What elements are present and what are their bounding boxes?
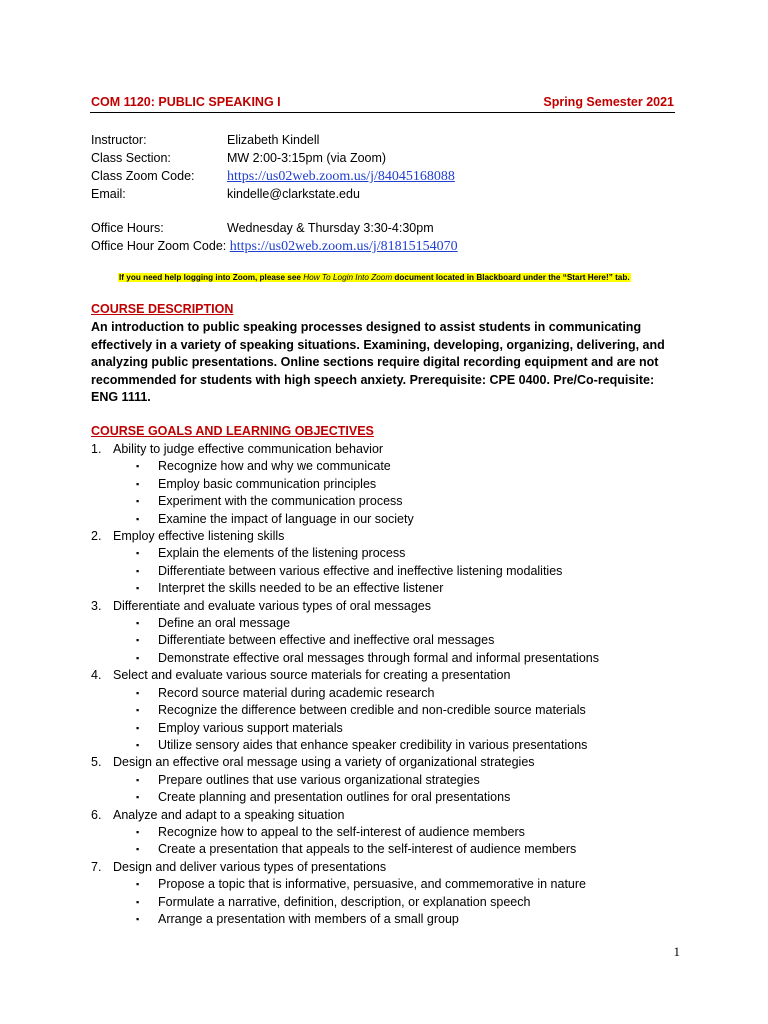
objective-text: Differentiate between various effective and ineffective listening modalities xyxy=(158,563,563,578)
office-zoom-link[interactable]: https://us02web.zoom.us/j/81815154070 xyxy=(229,239,458,254)
goal-text: Ability to judge effective communication behavior xyxy=(113,442,384,456)
objective-item xyxy=(91,545,681,562)
objective-text: Demonstrate effective oral messages through formal and informal presentations xyxy=(158,650,599,665)
help-note-doc-name: How To Login Into Zoom xyxy=(303,273,393,282)
objective-item xyxy=(91,789,681,806)
help-note-after: document located in Blackboard under the “Start Here!” tab. xyxy=(392,273,630,282)
office-hours-label: Office Hours: xyxy=(91,221,164,235)
section-label: Class Section: xyxy=(91,151,171,165)
office-zoom-row xyxy=(91,237,458,256)
goal-text: Design and deliver various types of presentations xyxy=(113,859,387,874)
objective-text: Formulate a narrative, definition, description, or explanation speech xyxy=(158,894,531,909)
goals-list xyxy=(91,441,681,928)
goal-item xyxy=(91,598,681,615)
office-hours-row xyxy=(91,219,434,237)
bullet-icon: ▪ xyxy=(136,687,140,698)
bullet-icon: ▪ xyxy=(136,879,140,890)
bullet-icon: ▪ xyxy=(136,583,140,594)
goal-text: Employ effective listening skills xyxy=(113,529,285,544)
objective-item xyxy=(91,720,681,737)
objective-text: Recognize the difference between credible and non-credible source materials xyxy=(158,703,586,718)
bullet-icon: ▪ xyxy=(136,826,140,837)
help-note-before: If you need help logging into Zoom, please see xyxy=(119,273,304,282)
bullet-icon: ▪ xyxy=(136,635,140,646)
goal-item xyxy=(91,807,681,824)
goal-number: 5. xyxy=(91,755,102,770)
objective-text: Recognize how and why we communicate xyxy=(158,459,391,474)
objective-item xyxy=(91,824,681,841)
goal-item xyxy=(91,859,681,876)
objective-item xyxy=(91,650,681,667)
bullet-icon: ▪ xyxy=(136,896,140,907)
bullet-icon: ▪ xyxy=(136,548,140,559)
goal-number: 2. xyxy=(91,529,102,544)
goal-item xyxy=(91,667,681,684)
objective-item xyxy=(91,737,681,754)
objective-item xyxy=(91,876,681,893)
goal-number: 4. xyxy=(91,668,102,683)
office-zoom-label: Office Hour Zoom Code: xyxy=(91,239,227,253)
objective-item xyxy=(91,615,681,632)
objective-item xyxy=(91,511,681,528)
objective-text: Create a presentation that appeals to the self-interest of audience members xyxy=(158,842,577,857)
bullet-icon: ▪ xyxy=(136,705,140,716)
course-title: COM 1120: PUBLIC SPEAKING I xyxy=(91,95,281,109)
semester-label: Spring Semester 2021 xyxy=(543,95,674,109)
bullet-icon: ▪ xyxy=(136,739,140,750)
bullet-icon: ▪ xyxy=(136,565,140,576)
goal-number: 6. xyxy=(91,807,102,822)
objective-item xyxy=(91,493,681,510)
goal-text: Design an effective oral message using a variety of organizational strategies xyxy=(113,755,535,770)
goal-item xyxy=(91,528,681,545)
objective-text: Define an oral message xyxy=(158,616,291,631)
bullet-icon: ▪ xyxy=(136,513,140,524)
objective-item xyxy=(91,458,681,475)
goal-item xyxy=(91,441,681,458)
objective-text: Propose a topic that is informative, persuasive, and commemorative in nature xyxy=(158,877,586,892)
bullet-icon: ▪ xyxy=(136,913,140,924)
objective-text: Utilize sensory aides that enhance speaker credibility in various presentations xyxy=(158,737,588,752)
goal-text: Analyze and adapt to a speaking situation xyxy=(113,807,345,822)
bullet-icon: ▪ xyxy=(136,618,140,629)
bullet-icon: ▪ xyxy=(136,844,140,855)
goal-text: Differentiate and evaluate various types of oral messages xyxy=(113,598,432,613)
bullet-icon: ▪ xyxy=(136,478,140,489)
objective-text: Employ various support materials xyxy=(158,720,343,735)
objective-item xyxy=(91,894,681,911)
objective-item xyxy=(91,911,681,928)
instructor-row xyxy=(91,131,319,149)
objective-item xyxy=(91,841,681,858)
office-hours-value: Wednesday & Thursday 3:30-4:30pm xyxy=(227,221,434,235)
objective-item xyxy=(91,685,681,702)
bullet-icon: ▪ xyxy=(136,496,140,507)
goals-heading: COURSE GOALS AND LEARNING OBJECTIVES xyxy=(91,424,374,438)
email-label: Email: xyxy=(91,187,126,201)
bullet-icon: ▪ xyxy=(136,792,140,803)
objective-item xyxy=(91,563,681,580)
objective-text: Prepare outlines that use various organizational strategies xyxy=(158,772,480,787)
section-row xyxy=(91,149,386,167)
objective-text: Record source material during academic research xyxy=(158,685,435,700)
objective-text: Experiment with the communication process xyxy=(158,494,403,509)
class-zoom-label: Class Zoom Code: xyxy=(91,169,195,183)
instructor-label: Instructor: xyxy=(91,133,147,147)
objective-item xyxy=(91,476,681,493)
page-number: 1 xyxy=(673,944,680,959)
goal-number: 1. xyxy=(91,442,102,456)
class-zoom-link[interactable]: https://us02web.zoom.us/j/84045168088 xyxy=(227,169,455,184)
objective-text: Interpret the skills needed to be an effective listener xyxy=(158,581,444,596)
objective-text: Employ basic communication principles xyxy=(158,476,377,491)
email-row xyxy=(91,185,360,203)
objective-item xyxy=(91,702,681,719)
goal-number: 3. xyxy=(91,598,102,613)
zoom-help-note xyxy=(118,273,631,282)
instructor-value: Elizabeth Kindell xyxy=(227,133,320,147)
course-description-text: An introduction to public speaking processes designed to assist students in communicating effectively in a variety of speaking situations. Examining, developing, organizing, delivering, and analyzing public presentations. Online sections require digital recording equipment and are not recommended for students with high speech anxiety. Prerequisite: CPE 0400. Pre/Co-requisite: ENG 1111. xyxy=(91,320,665,404)
goal-number: 7. xyxy=(91,859,102,874)
objective-item xyxy=(91,580,681,597)
objective-item xyxy=(91,632,681,649)
goal-item xyxy=(91,754,681,771)
objective-item xyxy=(91,772,681,789)
objective-text: Differentiate between effective and ineffective oral messages xyxy=(158,633,495,648)
objective-text: Create planning and presentation outlines for oral presentations xyxy=(158,790,511,805)
email-value: kindelle@clarkstate.edu xyxy=(227,187,360,201)
bullet-icon: ▪ xyxy=(136,652,140,663)
bullet-icon: ▪ xyxy=(136,461,140,472)
bullet-icon: ▪ xyxy=(136,774,140,785)
section-value: MW 2:00-3:15pm (via Zoom) xyxy=(227,151,387,165)
objective-text: Arrange a presentation with members of a small group xyxy=(158,911,459,926)
objective-text: Examine the impact of language in our society xyxy=(158,511,414,526)
bullet-icon: ▪ xyxy=(136,722,140,733)
class-zoom-row xyxy=(91,167,455,186)
course-description-heading: COURSE DESCRIPTION xyxy=(91,302,234,316)
goal-text: Select and evaluate various source materials for creating a presentation xyxy=(113,668,511,683)
objective-text: Explain the elements of the listening process xyxy=(158,546,406,561)
objective-text: Recognize how to appeal to the self-interest of audience members xyxy=(158,824,525,839)
